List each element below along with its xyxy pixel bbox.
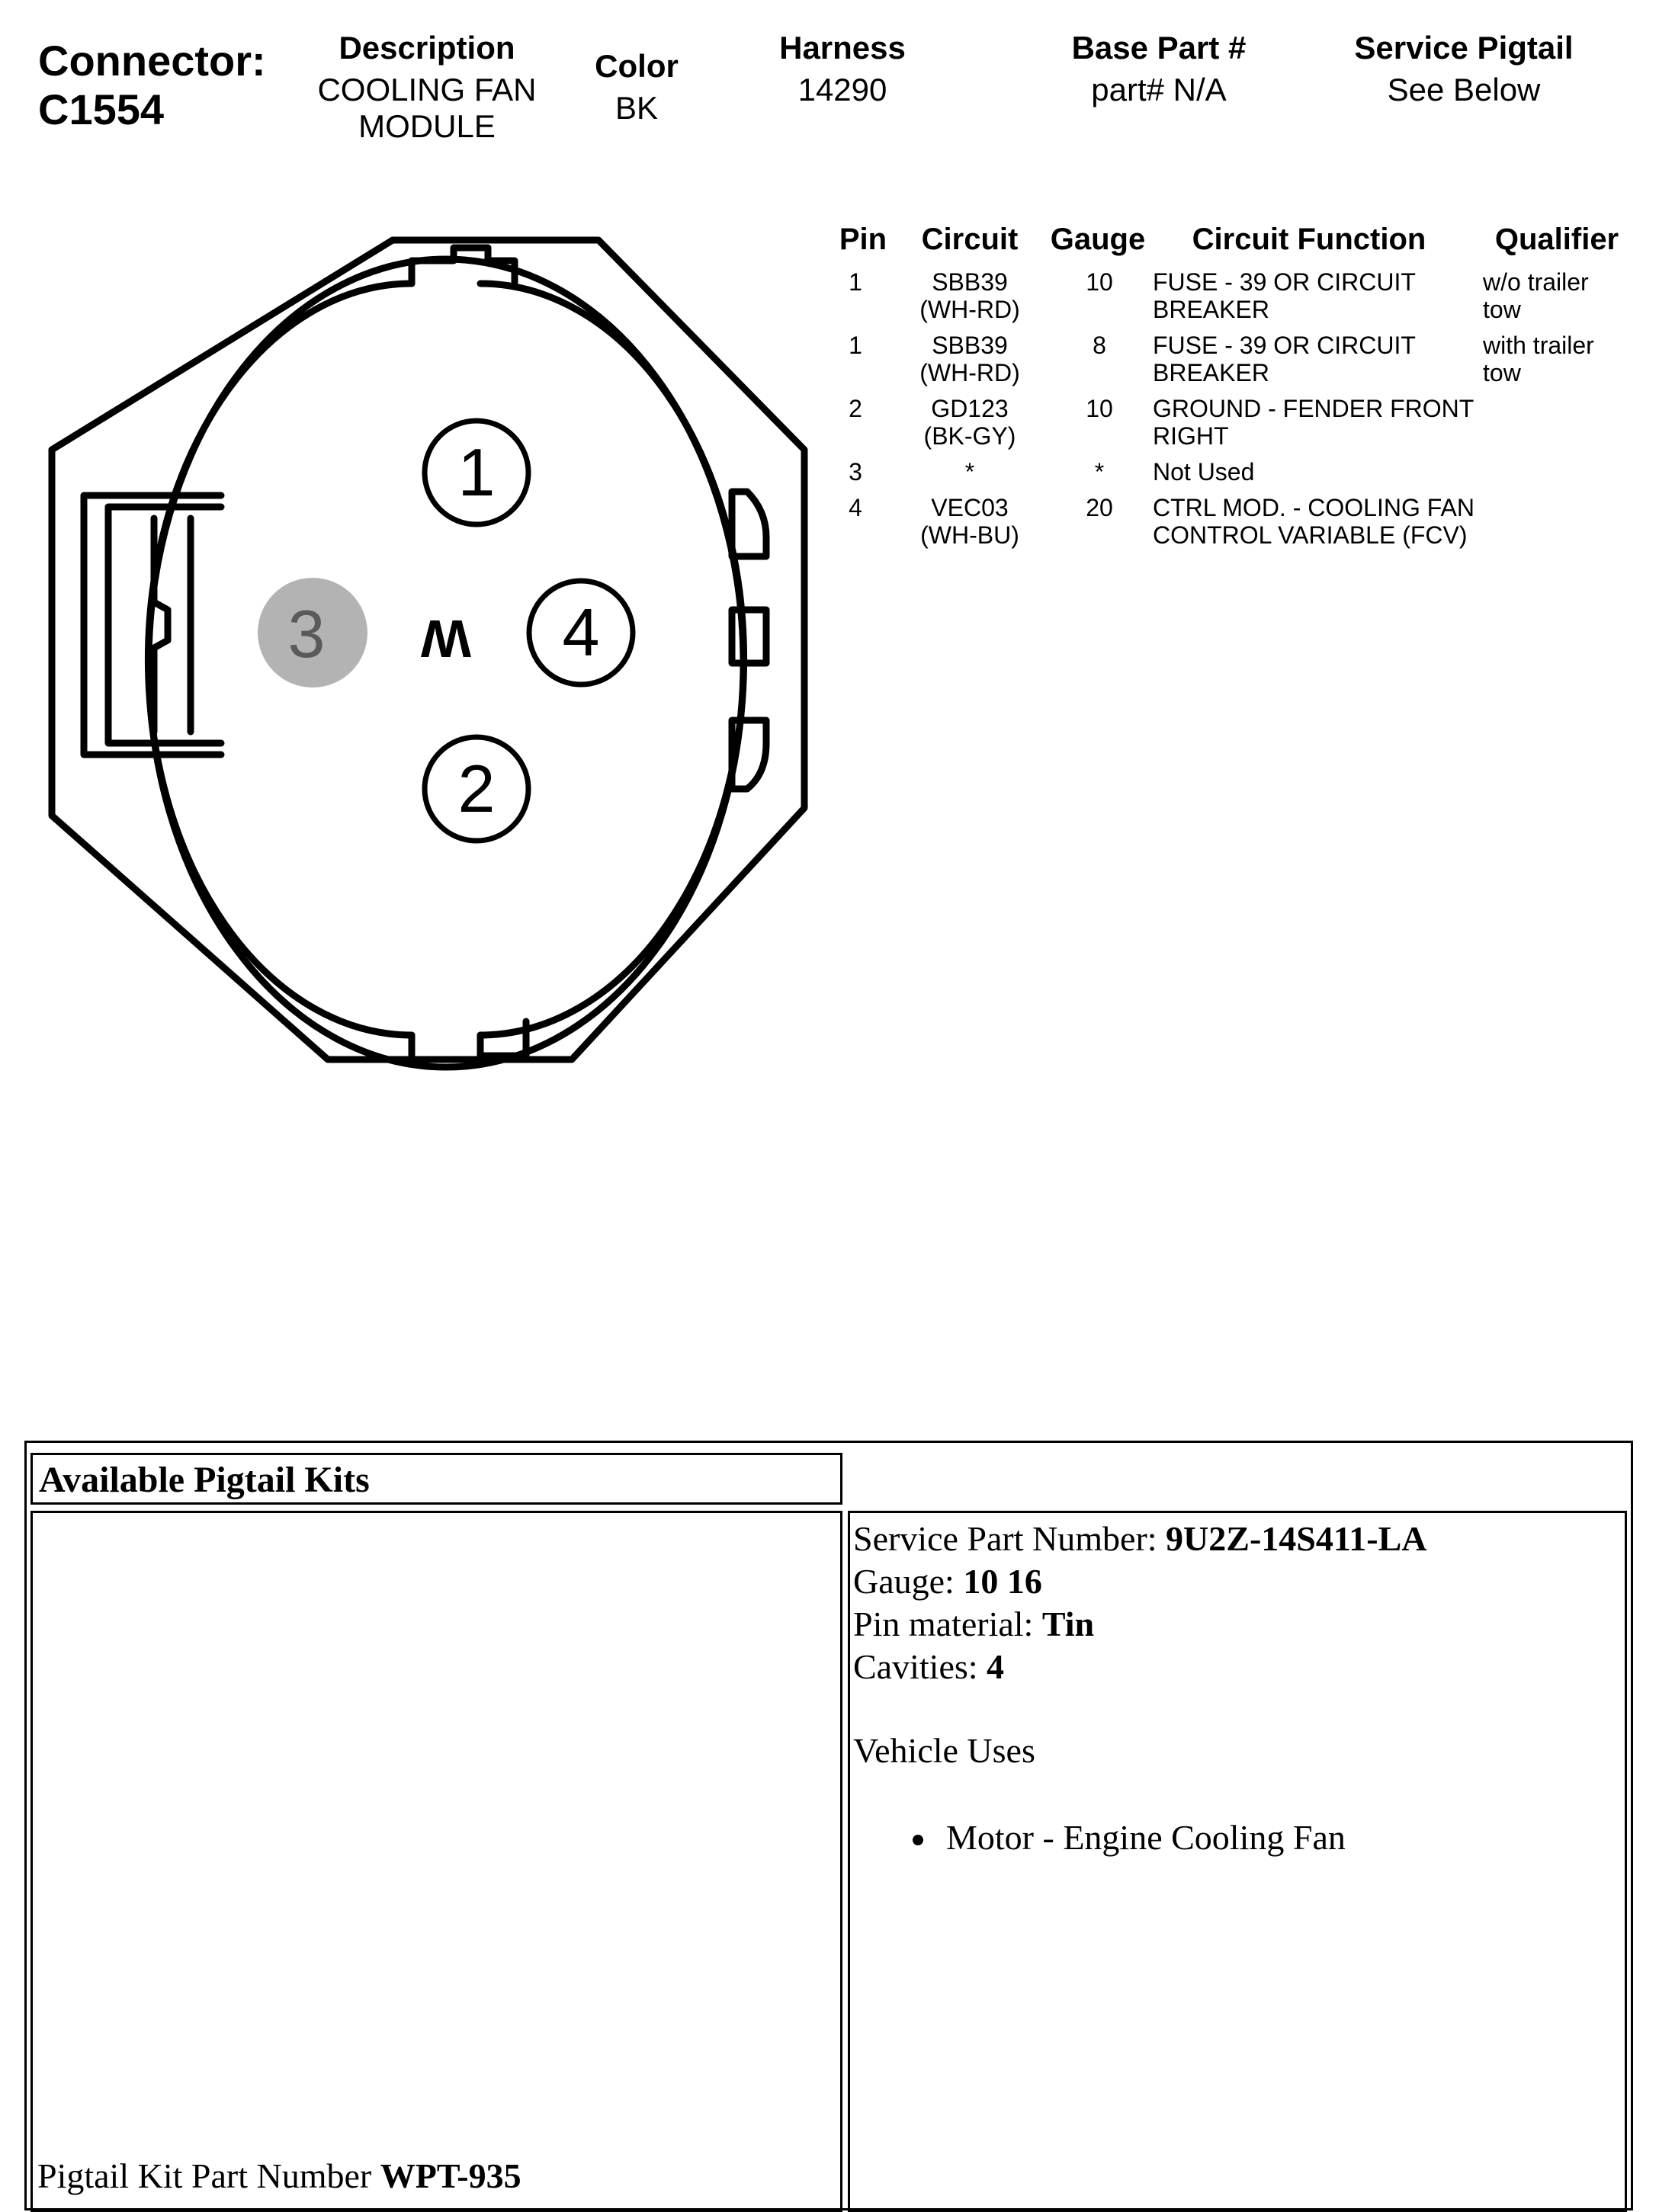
base-part-title: Base Part # [1071,30,1247,66]
service-part-label: Service Part Number: [853,1519,1166,1558]
service-pigtail-value: See Below [1387,72,1541,107]
right-key-top [732,492,766,556]
col-header-qualifier: Qualifier [1494,223,1619,256]
center-mark: W [420,609,472,668]
harness-title: Harness [779,30,906,66]
vehicle-uses-label: Vehicle Uses [853,1731,1035,1770]
base-part-value: part# N/A [1091,72,1227,107]
description-title: Description [339,30,515,66]
qualifier-line2: tow [1483,359,1521,386]
col-header-pin: Pin [839,223,887,256]
service-pigtail-column [1327,29,1601,108]
pigtail-kit-part-number [37,2155,521,2198]
connector-label: Connector: [38,37,266,85]
pin-cavity-1 [425,421,528,524]
cell-circuit [894,268,1046,323]
cavities-value: 4 [987,1647,1005,1686]
col-header-circuit-function: Circuit Function [1192,223,1426,256]
circuit-wire-color: (WH-RD) [919,359,1020,386]
color-title: Color [595,48,679,84]
cell-gauge: * [1094,458,1105,486]
harness-value: 14290 [797,72,887,107]
description-column [305,29,549,145]
gauge-line [853,1560,1625,1603]
function-line1: CTRL MOD. - COOLING FAN [1153,494,1474,521]
cell-pin: 2 [849,395,862,422]
bottom-latch-tab [412,1021,526,1056]
cell-function [1153,395,1481,450]
circuit-id: SBB39 [932,332,1008,359]
cell-function [1153,458,1481,486]
function-line1: GROUND - FENDER FRONT [1153,395,1474,422]
pin-table [833,221,1641,572]
cavities-line [853,1646,1625,1688]
pin-cavity-4 [529,581,633,684]
description-value-line1: COOLING FAN [317,72,537,107]
color-value: BK [615,90,659,126]
right-key-middle [732,610,766,663]
cell-qualifier [1483,332,1635,386]
base-part-column [1044,29,1273,108]
pin-material-value: Tin [1041,1605,1095,1643]
cell-circuit [894,332,1046,386]
pigtail-image-cell [30,1511,842,2212]
cell-circuit [894,395,1046,450]
circuit-wire-color: (WH-BU) [920,521,1019,549]
connector-face-diagram [38,229,816,1090]
cell-pin: 1 [849,332,862,359]
function-line2: BREAKER [1153,359,1269,386]
connector-id: C1554 [38,85,165,133]
pigtail-details-cell [848,1511,1627,2212]
cell-gauge: 20 [1086,494,1113,521]
qualifier-line1: w/o trailer [1483,268,1589,296]
cell-circuit [894,458,1046,486]
function-line1: FUSE - 39 OR CIRCUIT [1153,332,1416,359]
circuit-id: SBB39 [932,268,1008,296]
cell-qualifier [1483,268,1635,323]
bullet-icon [913,1835,923,1845]
cell-function [1153,494,1481,549]
cell-pin: 1 [849,268,862,296]
cell-function [1153,268,1481,323]
service-part-value: 9U2Z-14S411-LA [1166,1519,1427,1558]
pin-material-label: Pin material: [853,1605,1042,1643]
pin-cavity-2 [425,737,528,841]
function-line2: BREAKER [1153,296,1269,323]
description-value-line2: MODULE [358,108,496,144]
cell-pin: 4 [849,494,862,521]
col-header-gauge: Gauge [1050,223,1146,256]
function-line1: FUSE - 39 OR CIRCUIT [1153,268,1416,296]
service-part-number [853,1518,1625,1560]
circuit-id: VEC03 [931,494,1009,521]
pin-3-label: 3 [287,596,326,672]
pin-1-label: 1 [457,434,496,510]
pin-4-label: 4 [562,595,600,670]
kit-part-label: Pigtail Kit Part Number [37,2156,380,2195]
connector-heading [38,37,266,134]
pigtail-section-title: Available Pigtail Kits [30,1453,842,1505]
cell-gauge: 8 [1093,332,1106,359]
service-pigtail-title: Service Pigtail [1354,30,1574,66]
qualifier-line2: tow [1483,296,1521,323]
color-column [560,47,713,127]
pin-cavity-3-highlighted [258,578,367,688]
circuit-wire-color: (WH-RD) [919,296,1020,323]
circuit-id: * [964,458,975,486]
cavities-label: Cavities: [853,1647,987,1686]
pin-material-line [853,1603,1625,1646]
cell-gauge: 10 [1086,268,1113,296]
kit-part-value: WPT-935 [380,2156,521,2195]
pin-2-label: 2 [457,751,496,826]
function-line2: CONTROL VARIABLE (FCV) [1153,521,1468,549]
circuit-wire-color: (BK-GY) [923,422,1016,450]
function-line2: RIGHT [1153,422,1229,450]
vehicle-use-item [853,1816,1625,1859]
cell-pin: 3 [849,458,862,486]
cell-function [1153,332,1481,386]
harness-column [732,29,953,108]
gauge-label: Gauge: [853,1562,964,1601]
cell-circuit [894,494,1046,549]
circuit-id: GD123 [931,395,1009,422]
qualifier-line1: with trailer [1483,332,1594,359]
cell-gauge: 10 [1086,395,1113,422]
function-line1: Not Used [1153,458,1255,486]
vehicle-use-text: Motor - Engine Cooling Fan [946,1818,1346,1857]
col-header-circuit: Circuit [921,223,1019,256]
gauge-value: 10 16 [963,1562,1042,1601]
